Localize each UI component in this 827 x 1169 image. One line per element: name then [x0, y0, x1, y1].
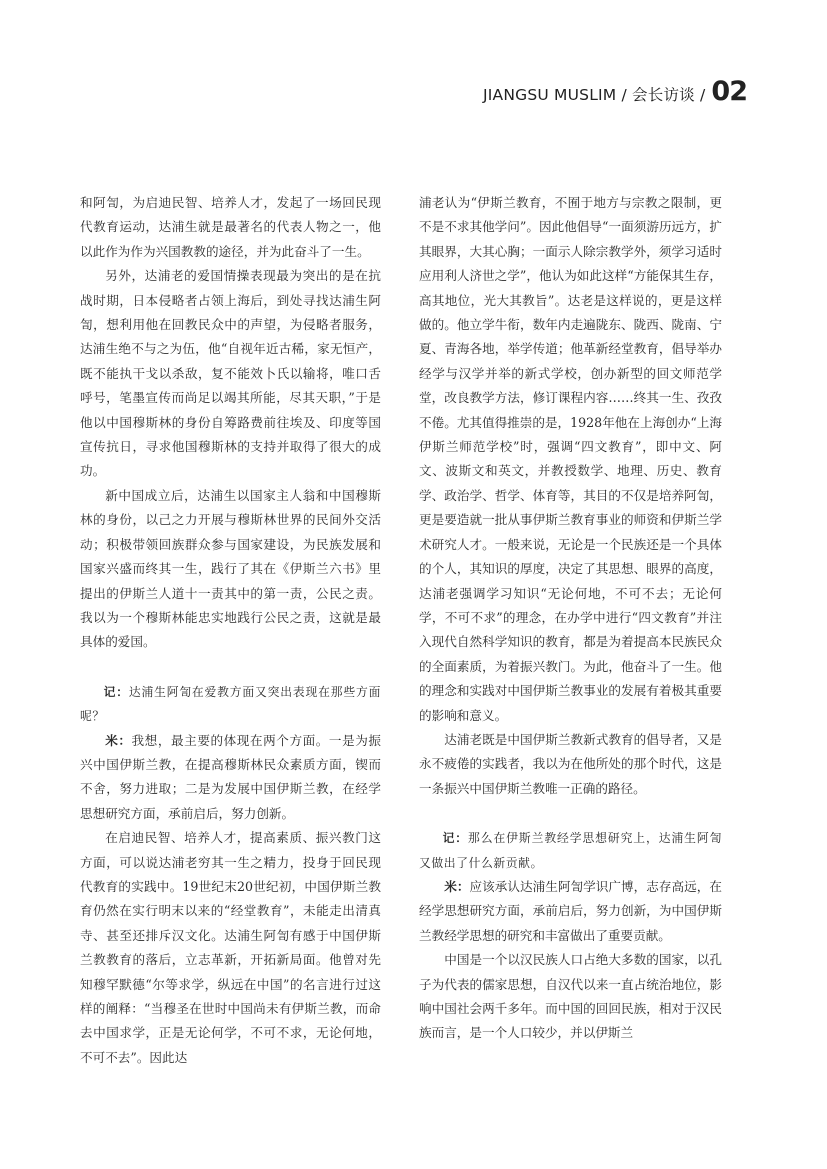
paragraph: 达浦老既是中国伊斯兰教新式教育的倡导者，又是永不疲倦的实践者，我以为在他所处的那个时代，这是一条振兴中国伊斯兰教唯一正确的路径。 [419, 731, 722, 796]
answer-text: 应该承认达浦生阿訇学识广博，志存高远，在经学思想研究方面，承前启后，努力创新，为中国伊斯兰教经学思想的研究和丰富做出了重要贡献。 [419, 878, 723, 943]
paragraph: 新中国成立后，达浦生以国家主人翁和中国穆斯林的身份，以己之力开展与穆斯林世界的民间外交活动；积极带领回族群众参与国家建设，为民族发展和国家兴盛而终其一生，践行了其在《伊斯兰六书》里提出的伊斯兰人道十一责其中的第一责，公民之责。我以为一个穆斯林能忠实地践行公民之责，这就是最具体的爱国。 [80, 487, 381, 650]
running-header [483, 76, 747, 107]
paragraph: 和阿訇，为启迪民智、培养人才，发起了一场回民现代教育运动，达浦生就是最著名的代表人物之一，他以此作为作为兴国教教的途径，并为此奋斗了一生。 [80, 195, 381, 259]
question-text: 达浦生阿訇在爱教方面又突出表现在那些方面呢？ [80, 684, 381, 724]
interviewer-question [80, 680, 381, 729]
left-column [80, 191, 381, 1070]
interviewee-answer [80, 729, 381, 827]
paragraph: 另外，达浦老的爱国情操表现最为突出的是在抗战时期，日本侵略者占领上海后，到处寻找达浦生阿訇，想利用他在回教民众中的声望，为侵略者服务，达浦生绝不与之为伍，他“自视年近古稀，家无恒产，既不能执干戈以杀敌，复不能效卜氏以输将，唯口舌呼号，笔墨宣传而尚足以竭其所能，尽其天职，”于是他以中国穆斯林的身份自筹路费前往埃及、印度等国宣传抗日，寻求他国穆斯林的支持并取得了很大的成功。 [80, 268, 381, 479]
answer-text: 我想，最主要的体现在两个方面。一是为振兴中国伊斯兰教，在提高穆斯林民众素质方面，锲而不舍，努力进取；二是为发展中国伊斯兰教，在经学思想研究方面，承前启后，努力创新。 [80, 732, 382, 821]
speaker-label: 记： [442, 831, 469, 846]
page-number: 02 [711, 76, 747, 107]
paragraph: 中国是一个以汉民族人口占绝大多数的国家，以孔子为代表的儒家思想，自汉代以来一直占统治地位，影响中国社会两千多年。而中国的回回民族，相对于汉民族而言，是一个人口较少，并以伊斯兰 [419, 952, 722, 1041]
speaker-label: 米： [105, 732, 132, 748]
speaker-label: 记： [103, 684, 129, 699]
speaker-label: 米： [444, 878, 470, 894]
running-title: JIANGSU MUSLIM / 会长访谈 / [482, 86, 706, 104]
question-text: 那么在伊斯兰教经学思想研究上，达浦生阿訇又做出了什么新贡献。 [419, 831, 722, 870]
paragraph: 在启迪民智、培养人才，提高素质、振兴教门这方面，可以说达浦老穷其一生之精力，投身于回民现代教育的实践中。19世纪末20世纪初，中国伊斯兰教育仍然在实行明末以来的“经堂教育”，未能走出清真寺、甚至还排斥汉文化。达浦生阿訇有感于中国伊斯兰教教育的落后，立志革新，开拓新局面。他曾对先知穆罕默德“尔等求学，纵远在中国”的名言进行过这样的阐释：“当穆圣在世时中国尚未有伊斯兰教，而命去中国求学，正是无论何学，不可不求，无论何地，不可不去”。因此达 [80, 830, 381, 1065]
interviewer-question [419, 826, 722, 875]
interviewee-answer [419, 875, 722, 948]
paragraph: 浦老认为“伊斯兰教育，不囿于地方与宗教之限制，更不是不求其他学问”。因此他倡导“一面须游历远方，扩其眼界，大其心胸；一面示人除宗教学外，须学习适时应用利人济世之学”，他认为如此这样“方能保其生存，高其地位，光大其教旨”。达老是这样说的，更是这样做的。他立学牛衔，数年内走遍陇东、陇西、陇南、宁夏、青海各地，举学传道；他革新经堂教育，倡导举办经学与汉学并举的新式学校，创办新型的回文师范学堂，改良教学方法，修订课程内容……终其一生、孜孜不倦。尤其值得推崇的是，1928年他在上海创办“上海伊斯兰师范学校”时，强调“四文教育”，即中文、阿文、波斯文和英文，并教授数学、地理、历史、教育学、政治学、哲学、体育等，其目的不仅是培养阿訇，更是要造就一批从事伊斯兰教育事业的师资和伊斯兰学术研究人才。一般来说，无论是一个民族还是一个具体的个人，其知识的厚度，决定了其思想、眼界的高度，达浦老强调学习知识“无论何地，不可不去；无论何学，不可不求”的理念，在办学中进行“四文教育”并注入现代自然科学知识的教育，都是为着提高本民族民众的全面素质，为着振兴教门。为此，他奋斗了一生。他的理念和实践对中国伊斯兰教事业的发展有着极其重要的影响和意义。 [419, 195, 722, 723]
right-column [419, 191, 722, 1046]
